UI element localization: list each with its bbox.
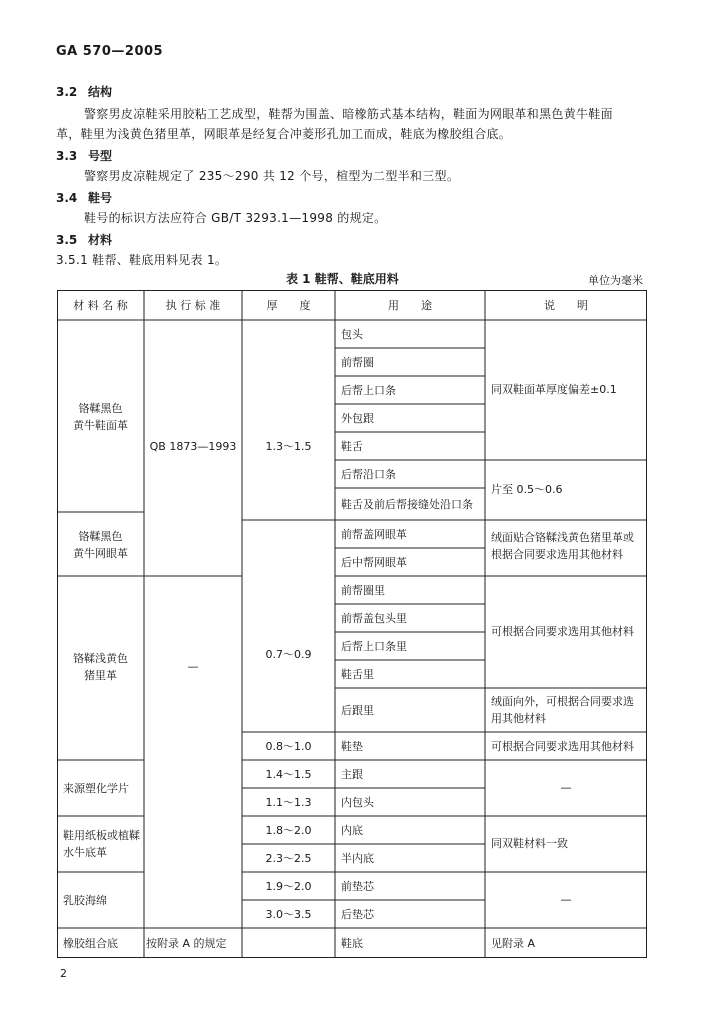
use-9: 后中帮网眼革 — [341, 556, 407, 569]
use-4: 外包跟 — [341, 412, 374, 425]
material-latex-sponge: 乳胶海绵 — [63, 894, 107, 907]
thickness-7: 2.3～2.5 — [265, 852, 312, 865]
use-19: 半内底 — [341, 852, 374, 865]
use-3: 后帮上口条 — [341, 384, 396, 397]
use-8: 前帮盖网眼革 — [341, 528, 407, 541]
table-unit: 单位为毫米 — [588, 274, 643, 287]
header-standard: 执 行 标 准 — [165, 299, 221, 312]
note-insole-alternative: 可根据合同要求选用其他材料 — [491, 740, 634, 753]
material-chrome-black-cow-upper: 铬鞣黑色 黄牛鞋面革 — [73, 402, 128, 432]
note-skive: 片至 0.5～0.6 — [491, 483, 563, 496]
thickness-4: 1.4～1.5 — [265, 768, 312, 781]
section-3-5-1-paragraph: 3.5.1 鞋帮、鞋底用料见表 1。 — [56, 253, 228, 267]
header-thickness: 厚 度 — [266, 299, 311, 312]
use-20: 前垫芯 — [341, 880, 374, 893]
table-caption: 表 1 鞋帮、鞋底用料 — [286, 272, 399, 286]
use-15: 鞋垫 — [341, 740, 363, 753]
document-code: GA 570—2005 — [56, 44, 164, 59]
section-3-2-paragraph-line-2: 革，鞋里为浅黄色猪里革，网眼革是经复合冲菱形孔加工而成，鞋底为橡胶组合底。 — [56, 127, 512, 141]
note-thickness-tolerance: 同双鞋面革厚度偏差±0.1 — [491, 383, 617, 396]
thickness-1: 1.3～1.5 — [265, 440, 312, 453]
thickness-5: 1.1～1.3 — [265, 796, 312, 809]
material-chrome-yellow-pig-lining: 铬鞣浅黄色 猪里革 — [73, 652, 128, 682]
use-18: 内底 — [341, 824, 363, 837]
page-number: 2 — [60, 967, 67, 980]
material-rubber-sole: 橡胶组合底 — [63, 937, 118, 950]
use-22: 鞋底 — [341, 937, 363, 950]
section-3-2-paragraph-line-1: 警察男皮凉鞋采用胶粘工艺成型，鞋帮为围盖、暗橡筋式基本结构，鞋面为网眼革和黑色黄牛鞋面 — [84, 107, 613, 121]
standard-appendix-a: 按附录 A 的规定 — [146, 937, 227, 950]
section-3-5-heading: 3.5 材料 — [56, 233, 113, 247]
materials-table — [57, 290, 647, 958]
use-2: 前帮圈 — [341, 356, 374, 369]
note-dash-2: — — [560, 893, 572, 906]
standard-qb1873: QB 1873—1993 — [149, 440, 237, 453]
section-3-3-heading: 3.3 号型 — [56, 149, 113, 163]
use-14: 后跟里 — [341, 704, 374, 717]
thickness-3: 0.8～1.0 — [265, 740, 312, 753]
use-12: 后帮上口条里 — [341, 640, 407, 653]
section-3-4-paragraph: 鞋号的标识方法应符合 GB/T 3293.1—1998 的规定。 — [84, 211, 387, 225]
note-mesh-bonding: 绒面贴合铬鞣浅黄色猪里革或 根据合同要求选用其他材料 — [491, 531, 634, 561]
section-3-3-paragraph: 警察男皮凉鞋规定了 235～290 共 12 个号，楦型为二型半和三型。 — [84, 169, 460, 183]
use-13: 鞋舌里 — [341, 668, 374, 681]
material-plastic-sheet: 来源塑化学片 — [63, 782, 129, 795]
note-same-material: 同双鞋材料一致 — [491, 837, 568, 850]
thickness-8: 1.9～2.0 — [265, 880, 312, 893]
material-chrome-black-cow-mesh: 铬鞣黑色 黄牛网眼革 — [73, 530, 128, 560]
use-1: 包头 — [341, 328, 363, 341]
material-board-or-sole-leather: 鞋用纸板或植鞣 水牛底革 — [63, 829, 140, 859]
note-dash-1: — — [560, 781, 572, 794]
header-material-name: 材 料 名 称 — [73, 299, 128, 312]
header-note: 说 明 — [544, 299, 588, 312]
use-17: 内包头 — [341, 796, 374, 809]
use-16: 主跟 — [341, 768, 363, 781]
use-5: 鞋舌 — [341, 440, 363, 453]
section-3-4-heading: 3.4 鞋号 — [56, 191, 113, 205]
thickness-6: 1.8～2.0 — [265, 824, 312, 837]
header-use: 用 途 — [388, 299, 432, 312]
note-lining-alternative: 可根据合同要求选用其他材料 — [491, 625, 634, 638]
use-6: 后帮沿口条 — [341, 468, 396, 481]
use-11: 前帮盖包头里 — [341, 612, 407, 625]
standard-none: — — [187, 660, 199, 673]
use-10: 前帮圈里 — [341, 584, 385, 597]
use-7: 鞋舌及前后帮接缝处沿口条 — [341, 498, 473, 511]
thickness-2: 0.7～0.9 — [265, 648, 312, 661]
note-appendix-a: 见附录 A — [491, 937, 536, 950]
note-heel-lining: 绒面向外，可根据合同要求选 用其他材料 — [491, 695, 634, 725]
use-21: 后垫芯 — [341, 908, 374, 921]
section-3-2-heading: 3.2 结构 — [56, 85, 113, 99]
thickness-9: 3.0～3.5 — [265, 908, 312, 921]
